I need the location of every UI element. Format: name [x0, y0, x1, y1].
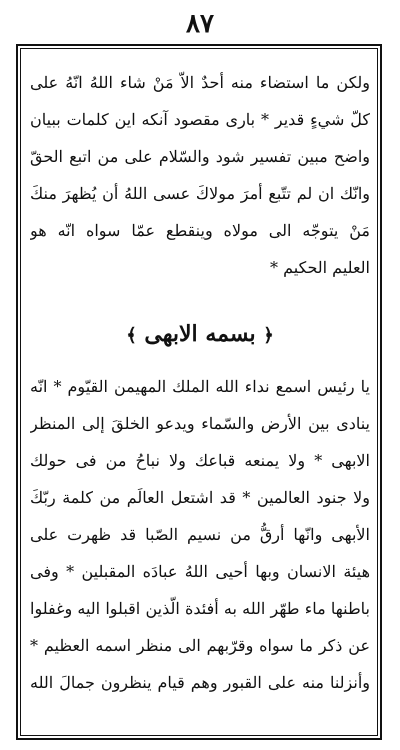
heading-ornament-left: ﴾	[126, 325, 137, 346]
paragraph-2	[30, 368, 370, 701]
text-line: واضح مبين تفسير شود والسّلام على من اتبع الحقّ	[30, 147, 370, 166]
text-line: مَنْ يتوجّه الى مولاه وينقطع عمّا سواه انّه هو	[30, 221, 370, 240]
text-line: العليم الحكيم *	[270, 258, 370, 277]
page-number: ۸۷	[186, 9, 214, 39]
text-line: هيئة الانسان وبها أحيى اللهُ عبادَه المقبلين * وفى	[30, 562, 370, 581]
text-line: ولا جنود العالمين * قد اشتعل العالَم من كلمة ربّكَ	[30, 488, 370, 507]
text-line: يا رئيس اسمع نداء الله الملك المهيمن القيّوم * انّه	[30, 377, 370, 396]
paragraph-1	[30, 64, 370, 286]
text-line: ولكن ما استضاء منه أحدٌ الاّ مَنْ شاء اللهُ انّهُ على	[30, 73, 370, 92]
text-line: الأبهى وانّها أرقُّ من نسيم الصّبا قد ظهرت على	[30, 525, 370, 544]
text-line: ينادى بين الأرض والسّماء ويدعو الخلقَ إلى المنظر	[30, 414, 370, 433]
text-line: عن ذكر ما سواه وقرّبهم الى منظر اسمه العظيم *	[30, 636, 370, 655]
text-line: باطنها ماء طهّر الله به أفئدة الّذين اقبلوا اليه وغفلوا	[30, 599, 370, 618]
text-line: وانّك ان لم تتّبع أمرَ مولاكَ عسى اللهُ أن يُظهرَ منكَ	[30, 184, 370, 203]
heading-ornament-right: ﴿	[263, 325, 274, 346]
heading-text: بسمه الابهى	[144, 321, 256, 347]
text-line: وأنزلنا منه على القبور وهم قيام ينظرون جمالَ الله	[30, 673, 370, 692]
text-line: الابهى * ولا يمنعه قباعك ولا نباحُ من فى حولك	[30, 451, 370, 470]
text-line: كلّ شيءٍ قدير * بارى مقصود آنكه اين كلمات ببيان	[30, 110, 370, 129]
section-heading	[30, 318, 370, 352]
